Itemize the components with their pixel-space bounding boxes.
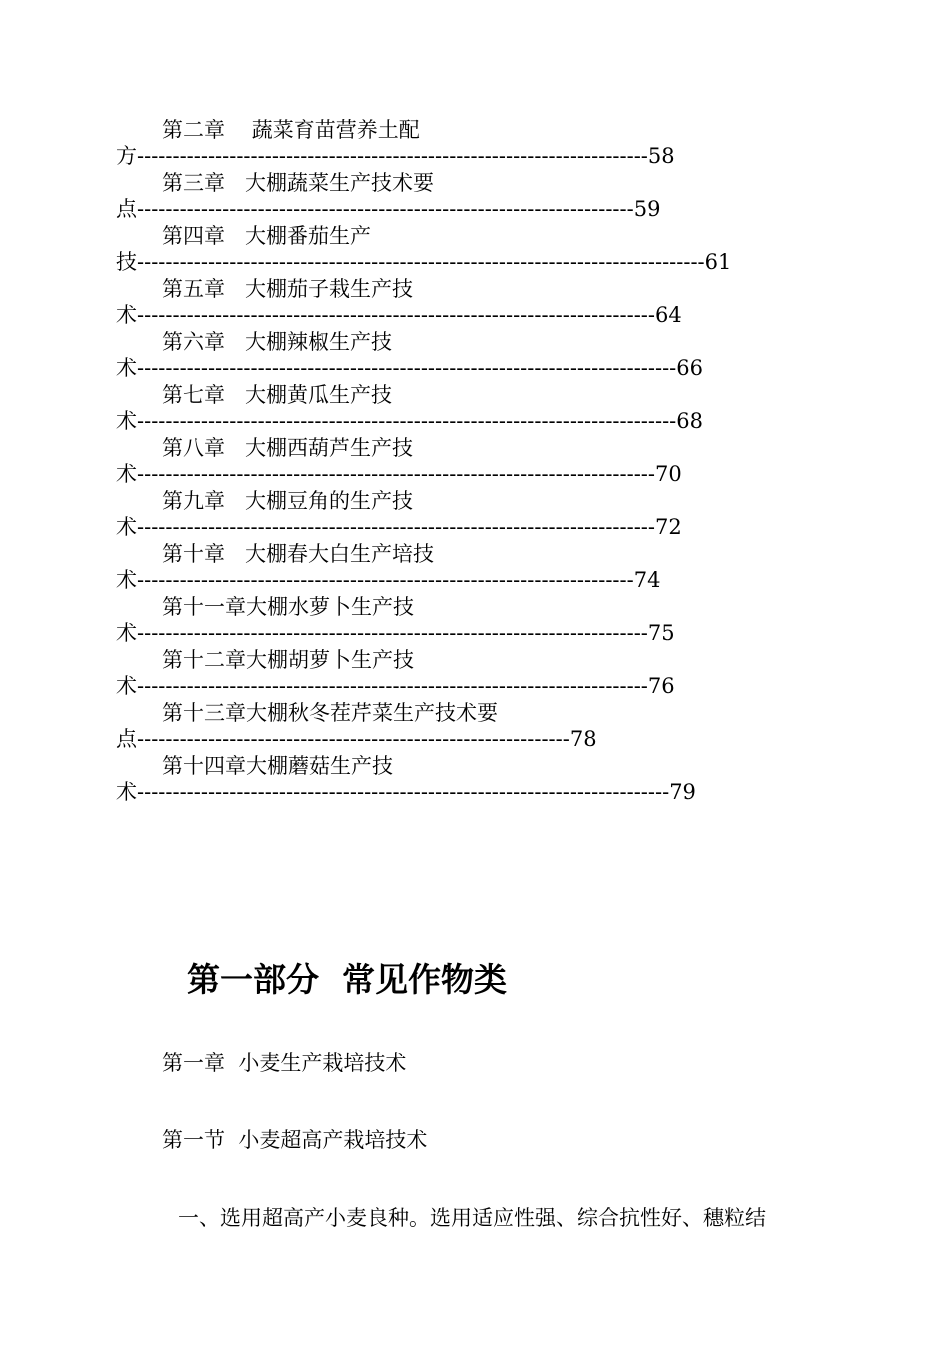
toc-entry-page-number: 76 [647, 674, 675, 698]
toc-entry-leader [116, 196, 660, 222]
toc-entry-title: 第五章 大棚茄子栽生产技 [162, 277, 414, 301]
toc-entry-title: 第八章 大棚西葫芦生产技 [162, 436, 414, 460]
toc-entry-lead-char: 术 [116, 515, 137, 539]
toc-entry-leader [116, 514, 682, 540]
toc-entry-leader [116, 620, 675, 646]
toc-entry-title: 第十一章大棚水萝卜生产技 [162, 595, 414, 619]
toc-entry-leader [116, 302, 682, 328]
toc-entry-leader [116, 355, 703, 381]
toc-entry-leader [116, 143, 675, 169]
toc-entry-page-number: 72 [655, 515, 682, 539]
toc-entry-dashes: ------------------------------------------------------------------------ [137, 674, 648, 698]
toc-entry-lead-char: 术 [116, 621, 137, 645]
toc-entry-lead-char: 术 [116, 568, 137, 592]
section-heading: 第一节 小麦超高产栽培技术 [162, 1128, 428, 1152]
toc-entry-leader [116, 408, 703, 434]
toc-entry-lead-char: 方 [116, 144, 137, 168]
toc-entry-dashes: ---------------------------------------------------------------------------- [137, 356, 677, 380]
toc-entry-page-number: 78 [569, 727, 597, 751]
toc-entry-leader [116, 779, 696, 805]
toc-entry-title: 第七章 大棚黄瓜生产技 [162, 383, 393, 407]
toc-entry-page-number: 68 [676, 409, 704, 433]
toc-entry-lead-char: 技 [116, 250, 137, 274]
toc-entry-page-number: 61 [704, 250, 732, 274]
toc-entry-lead-char: 术 [116, 409, 137, 433]
toc-entry-page-number: 70 [655, 462, 682, 486]
toc-entry-lead-char: 术 [116, 462, 137, 486]
toc-entry-title: 第二章 蔬菜育苗营养土配 [162, 118, 420, 142]
toc-entry-lead-char: 术 [116, 356, 137, 380]
toc-entry-lead-char: 点 [116, 727, 137, 751]
toc-entry-dashes: ---------------------------------------------------------------------- [137, 197, 634, 221]
toc-entry-dashes: --------------------------------------------------------------------------- [137, 780, 670, 804]
toc-entry-leader [116, 726, 597, 752]
toc-entry-dashes: ---------------------------------------------------------------------- [137, 568, 634, 592]
toc-entry-page-number: 79 [669, 780, 696, 804]
toc-entry-title: 第十四章大棚蘑菇生产技 [162, 754, 393, 778]
toc-entry-lead-char: 术 [116, 303, 137, 327]
chapter-heading: 第一章 小麦生产栽培技术 [162, 1051, 407, 1075]
toc-entry-dashes: ------------------------------------------------------------------------- [137, 303, 655, 327]
toc-entry-lead-char: 点 [116, 197, 137, 221]
body-paragraph: 一、选用超高产小麦良种。选用适应性强、综合抗性好、穗粒结 [178, 1206, 766, 1230]
toc-entry-title: 第四章 大棚番茄生产 [162, 224, 372, 248]
toc-entry-page-number: 66 [676, 356, 704, 380]
toc-entry-dashes: ------------------------------------------------------------------------- [137, 515, 655, 539]
toc-entry-leader [116, 567, 660, 593]
toc-entry-title: 第六章 大棚辣椒生产技 [162, 330, 393, 354]
part-heading: 第一部分 常见作物类 [187, 960, 507, 999]
toc-entry-title: 第十三章大棚秋冬茬芹菜生产技术要 [162, 701, 498, 725]
toc-entry-lead-char: 术 [116, 674, 137, 698]
toc-entry-page-number: 74 [633, 568, 661, 592]
toc-entry-page-number: 75 [647, 621, 675, 645]
toc-entry-dashes: -------------------------------------------------------------------------------- [137, 250, 705, 274]
toc-entry-title: 第三章 大棚蔬菜生产技术要 [162, 171, 435, 195]
toc-entry-page-number: 59 [633, 197, 661, 221]
toc-entry-title: 第十二章大棚胡萝卜生产技 [162, 648, 414, 672]
toc-entry-leader [116, 249, 731, 275]
toc-entry-leader [116, 461, 682, 487]
toc-entry-page-number: 58 [647, 144, 675, 168]
toc-entry-dashes: ------------------------------------------------------------------------ [137, 144, 648, 168]
toc-entry-dashes: ------------------------------------------------------------- [137, 727, 570, 751]
toc-entry-title: 第十章 大棚春大白生产培技 [162, 542, 435, 566]
toc-entry-dashes: ------------------------------------------------------------------------- [137, 462, 655, 486]
toc-entry-dashes: ---------------------------------------------------------------------------- [137, 409, 677, 433]
toc-entry-leader [116, 673, 675, 699]
toc-entry-title: 第九章 大棚豆角的生产技 [162, 489, 414, 513]
toc-entry-dashes: ------------------------------------------------------------------------ [137, 621, 648, 645]
toc-entry-lead-char: 术 [116, 780, 137, 804]
toc-entry-page-number: 64 [655, 303, 682, 327]
